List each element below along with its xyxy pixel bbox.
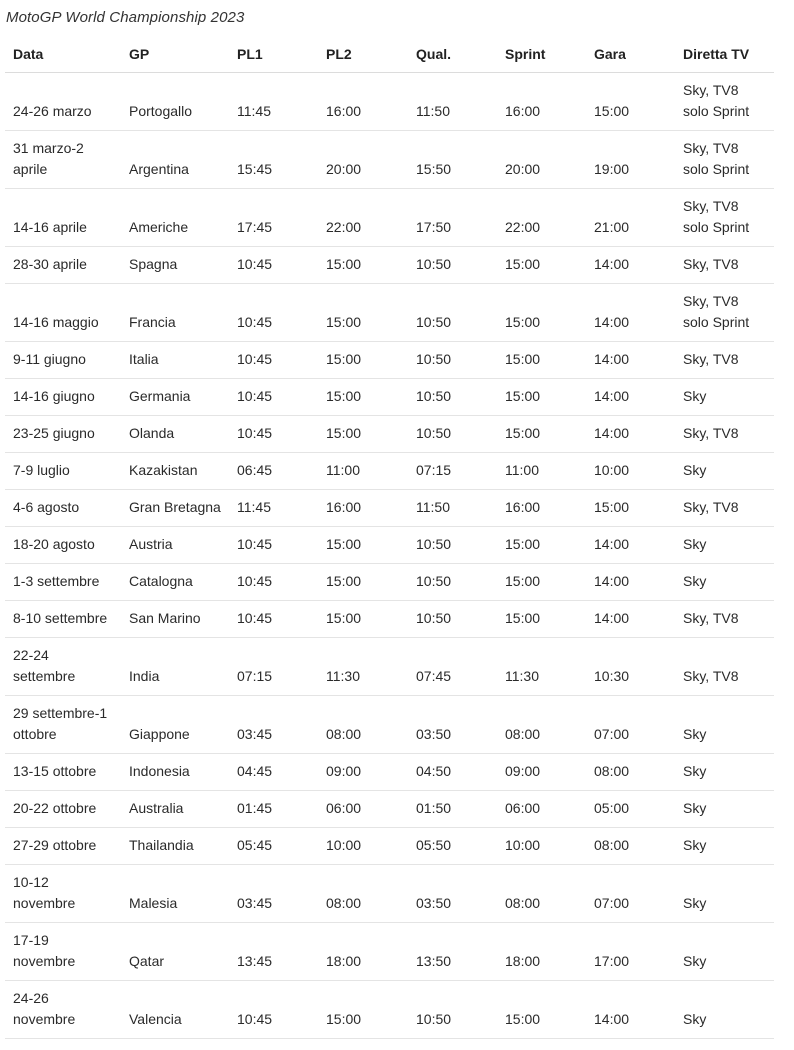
cell-sprint: 22:00: [497, 189, 586, 247]
cell-gara: 21:00: [586, 189, 675, 247]
cell-sprint: 10:00: [497, 828, 586, 865]
cell-gp: Olanda: [121, 416, 229, 453]
cell-pl1: 03:45: [229, 696, 318, 754]
cell-diretta-tv: Sky, TV8: [675, 416, 774, 453]
cell-pl1: 06:45: [229, 453, 318, 490]
column-header-data: Data: [5, 36, 121, 73]
table-row: [5, 416, 774, 453]
cell-pl1: 11:45: [229, 73, 318, 131]
cell-sprint: 15:00: [497, 601, 586, 638]
cell-pl1: 04:45: [229, 754, 318, 791]
cell-gara: 15:00: [586, 490, 675, 527]
cell-pl2: 18:00: [318, 923, 408, 981]
table-row: [5, 564, 774, 601]
cell-pl1: 05:45: [229, 828, 318, 865]
cell-sprint: 09:00: [497, 754, 586, 791]
cell-date: 18-20 agosto: [5, 527, 121, 564]
cell-qual: 03:50: [408, 696, 497, 754]
column-header-gara: Gara: [586, 36, 675, 73]
cell-pl1: 10:45: [229, 601, 318, 638]
table-row: [5, 453, 774, 490]
table-row: [5, 791, 774, 828]
cell-gp: Gran Bretagna: [121, 490, 229, 527]
cell-gara: 05:00: [586, 791, 675, 828]
cell-date: 13-15 ottobre: [5, 754, 121, 791]
cell-gara: 14:00: [586, 247, 675, 284]
cell-pl2: 16:00: [318, 73, 408, 131]
cell-date: 14-16 aprile: [5, 189, 121, 247]
table-row: [5, 284, 774, 342]
cell-diretta-tv: Sky: [675, 564, 774, 601]
table-row: [5, 754, 774, 791]
cell-date: 14-16 giugno: [5, 379, 121, 416]
cell-pl2: 15:00: [318, 527, 408, 564]
cell-diretta-tv: Sky, TV8 solo Sprint: [675, 189, 774, 247]
cell-date: 31 marzo-2 aprile: [5, 131, 121, 189]
cell-diretta-tv: Sky, TV8: [675, 601, 774, 638]
table-row: [5, 379, 774, 416]
cell-diretta-tv: Sky: [675, 696, 774, 754]
cell-date: 14-16 maggio: [5, 284, 121, 342]
cell-gara: 14:00: [586, 527, 675, 564]
cell-diretta-tv: Sky: [675, 828, 774, 865]
cell-qual: 10:50: [408, 981, 497, 1039]
cell-qual: 17:50: [408, 189, 497, 247]
cell-qual: 05:50: [408, 828, 497, 865]
cell-pl2: 20:00: [318, 131, 408, 189]
cell-pl1: 01:45: [229, 791, 318, 828]
cell-gp: Portogallo: [121, 73, 229, 131]
cell-qual: 10:50: [408, 342, 497, 379]
cell-diretta-tv: Sky: [675, 791, 774, 828]
cell-diretta-tv: Sky, TV8 solo Sprint: [675, 131, 774, 189]
cell-diretta-tv: Sky: [675, 754, 774, 791]
cell-qual: 01:50: [408, 791, 497, 828]
cell-diretta-tv: Sky, TV8: [675, 247, 774, 284]
cell-diretta-tv: Sky, TV8: [675, 490, 774, 527]
cell-pl2: 22:00: [318, 189, 408, 247]
cell-diretta-tv: Sky, TV8: [675, 638, 774, 696]
table-row: [5, 828, 774, 865]
cell-gp: Qatar: [121, 923, 229, 981]
table-row: [5, 527, 774, 564]
cell-gara: 08:00: [586, 754, 675, 791]
cell-qual: 10:50: [408, 416, 497, 453]
cell-date: 23-25 giugno: [5, 416, 121, 453]
table-row: [5, 923, 774, 981]
cell-gara: 10:30: [586, 638, 675, 696]
cell-gp: Germania: [121, 379, 229, 416]
cell-sprint: 15:00: [497, 342, 586, 379]
cell-sprint: 20:00: [497, 131, 586, 189]
cell-gara: 14:00: [586, 379, 675, 416]
motogp-schedule-table: [5, 36, 774, 1039]
cell-diretta-tv: Sky: [675, 923, 774, 981]
cell-pl1: 11:45: [229, 490, 318, 527]
table-row: [5, 601, 774, 638]
cell-pl1: 03:45: [229, 865, 318, 923]
cell-gara: 14:00: [586, 601, 675, 638]
cell-pl2: 15:00: [318, 601, 408, 638]
cell-qual: 10:50: [408, 379, 497, 416]
cell-diretta-tv: Sky: [675, 379, 774, 416]
cell-pl2: 15:00: [318, 564, 408, 601]
cell-pl1: 07:15: [229, 638, 318, 696]
cell-pl2: 11:30: [318, 638, 408, 696]
cell-gara: 08:00: [586, 828, 675, 865]
cell-qual: 10:50: [408, 601, 497, 638]
cell-date: 29 settembre-1 ottobre: [5, 696, 121, 754]
cell-gp: Italia: [121, 342, 229, 379]
cell-gara: 14:00: [586, 416, 675, 453]
cell-gp: Kazakistan: [121, 453, 229, 490]
cell-diretta-tv: Sky: [675, 865, 774, 923]
table-row: [5, 247, 774, 284]
table-caption: MotoGP World Championship 2023: [6, 9, 245, 26]
table-row: [5, 865, 774, 923]
cell-gara: 14:00: [586, 564, 675, 601]
table-row: [5, 696, 774, 754]
cell-gp: Francia: [121, 284, 229, 342]
table-row: [5, 189, 774, 247]
cell-date: 24-26 novembre: [5, 981, 121, 1039]
cell-gp: Argentina: [121, 131, 229, 189]
cell-date: 8-10 settembre: [5, 601, 121, 638]
cell-pl2: 08:00: [318, 865, 408, 923]
cell-pl2: 10:00: [318, 828, 408, 865]
cell-date: 4-6 agosto: [5, 490, 121, 527]
column-header-qual: Qual.: [408, 36, 497, 73]
cell-pl1: 15:45: [229, 131, 318, 189]
cell-sprint: 11:00: [497, 453, 586, 490]
cell-sprint: 15:00: [497, 527, 586, 564]
cell-pl1: 10:45: [229, 379, 318, 416]
cell-diretta-tv: Sky, TV8 solo Sprint: [675, 284, 774, 342]
cell-gp: Giappone: [121, 696, 229, 754]
cell-date: 7-9 luglio: [5, 453, 121, 490]
cell-qual: 10:50: [408, 284, 497, 342]
cell-gara: 07:00: [586, 865, 675, 923]
cell-gp: Catalogna: [121, 564, 229, 601]
cell-gp: Austria: [121, 527, 229, 564]
cell-sprint: 11:30: [497, 638, 586, 696]
column-header-pl2: PL2: [318, 36, 408, 73]
cell-qual: 10:50: [408, 247, 497, 284]
cell-sprint: 15:00: [497, 284, 586, 342]
cell-sprint: 08:00: [497, 696, 586, 754]
cell-gp: San Marino: [121, 601, 229, 638]
cell-pl1: 10:45: [229, 416, 318, 453]
table-row: [5, 73, 774, 131]
cell-gara: 17:00: [586, 923, 675, 981]
cell-gp: Valencia: [121, 981, 229, 1039]
cell-qual: 10:50: [408, 564, 497, 601]
cell-date: 1-3 settembre: [5, 564, 121, 601]
cell-pl1: 10:45: [229, 342, 318, 379]
table-body: [5, 73, 774, 1039]
cell-date: 24-26 marzo: [5, 73, 121, 131]
cell-sprint: 15:00: [497, 981, 586, 1039]
cell-date: 9-11 giugno: [5, 342, 121, 379]
cell-qual: 07:15: [408, 453, 497, 490]
cell-date: 17-19 novembre: [5, 923, 121, 981]
table-row: [5, 342, 774, 379]
cell-date: 10-12 novembre: [5, 865, 121, 923]
cell-pl2: 15:00: [318, 342, 408, 379]
cell-pl2: 06:00: [318, 791, 408, 828]
cell-sprint: 06:00: [497, 791, 586, 828]
cell-gara: 15:00: [586, 73, 675, 131]
cell-pl1: 17:45: [229, 189, 318, 247]
cell-pl2: 15:00: [318, 284, 408, 342]
table-row: [5, 981, 774, 1039]
table-row: [5, 490, 774, 527]
cell-diretta-tv: Sky: [675, 527, 774, 564]
cell-gara: 07:00: [586, 696, 675, 754]
cell-pl1: 10:45: [229, 247, 318, 284]
cell-gara: 14:00: [586, 981, 675, 1039]
cell-date: 22-24 settembre: [5, 638, 121, 696]
cell-pl2: 15:00: [318, 981, 408, 1039]
cell-gp: Malesia: [121, 865, 229, 923]
cell-pl2: 11:00: [318, 453, 408, 490]
cell-gp: Thailandia: [121, 828, 229, 865]
cell-date: 28-30 aprile: [5, 247, 121, 284]
cell-sprint: 18:00: [497, 923, 586, 981]
cell-date: 20-22 ottobre: [5, 791, 121, 828]
cell-diretta-tv: Sky: [675, 453, 774, 490]
table-row: [5, 131, 774, 189]
cell-pl1: 10:45: [229, 981, 318, 1039]
cell-sprint: 15:00: [497, 416, 586, 453]
column-header-diretta-tv: Diretta TV: [675, 36, 774, 73]
cell-date: 27-29 ottobre: [5, 828, 121, 865]
column-header-sprint: Sprint: [497, 36, 586, 73]
cell-qual: 03:50: [408, 865, 497, 923]
cell-pl2: 15:00: [318, 247, 408, 284]
cell-gara: 10:00: [586, 453, 675, 490]
cell-gp: India: [121, 638, 229, 696]
cell-gara: 14:00: [586, 342, 675, 379]
cell-pl2: 08:00: [318, 696, 408, 754]
column-header-pl1: PL1: [229, 36, 318, 73]
cell-sprint: 15:00: [497, 247, 586, 284]
cell-pl2: 15:00: [318, 379, 408, 416]
cell-gara: 14:00: [586, 284, 675, 342]
cell-gara: 19:00: [586, 131, 675, 189]
cell-sprint: 16:00: [497, 73, 586, 131]
cell-sprint: 15:00: [497, 379, 586, 416]
cell-pl2: 09:00: [318, 754, 408, 791]
cell-qual: 11:50: [408, 490, 497, 527]
cell-gp: Indonesia: [121, 754, 229, 791]
table-row: [5, 638, 774, 696]
cell-pl1: 10:45: [229, 284, 318, 342]
cell-sprint: 08:00: [497, 865, 586, 923]
cell-pl2: 16:00: [318, 490, 408, 527]
column-header-gp: GP: [121, 36, 229, 73]
cell-pl2: 15:00: [318, 416, 408, 453]
cell-diretta-tv: Sky: [675, 981, 774, 1039]
cell-sprint: 16:00: [497, 490, 586, 527]
cell-pl1: 10:45: [229, 527, 318, 564]
cell-diretta-tv: Sky, TV8: [675, 342, 774, 379]
cell-gp: Spagna: [121, 247, 229, 284]
cell-qual: 04:50: [408, 754, 497, 791]
cell-qual: 10:50: [408, 527, 497, 564]
cell-pl1: 13:45: [229, 923, 318, 981]
cell-qual: 07:45: [408, 638, 497, 696]
cell-qual: 13:50: [408, 923, 497, 981]
header-row: [5, 36, 774, 73]
cell-diretta-tv: Sky, TV8 solo Sprint: [675, 73, 774, 131]
cell-qual: 15:50: [408, 131, 497, 189]
cell-pl1: 10:45: [229, 564, 318, 601]
cell-gp: Australia: [121, 791, 229, 828]
cell-sprint: 15:00: [497, 564, 586, 601]
cell-gp: Americhe: [121, 189, 229, 247]
cell-qual: 11:50: [408, 73, 497, 131]
